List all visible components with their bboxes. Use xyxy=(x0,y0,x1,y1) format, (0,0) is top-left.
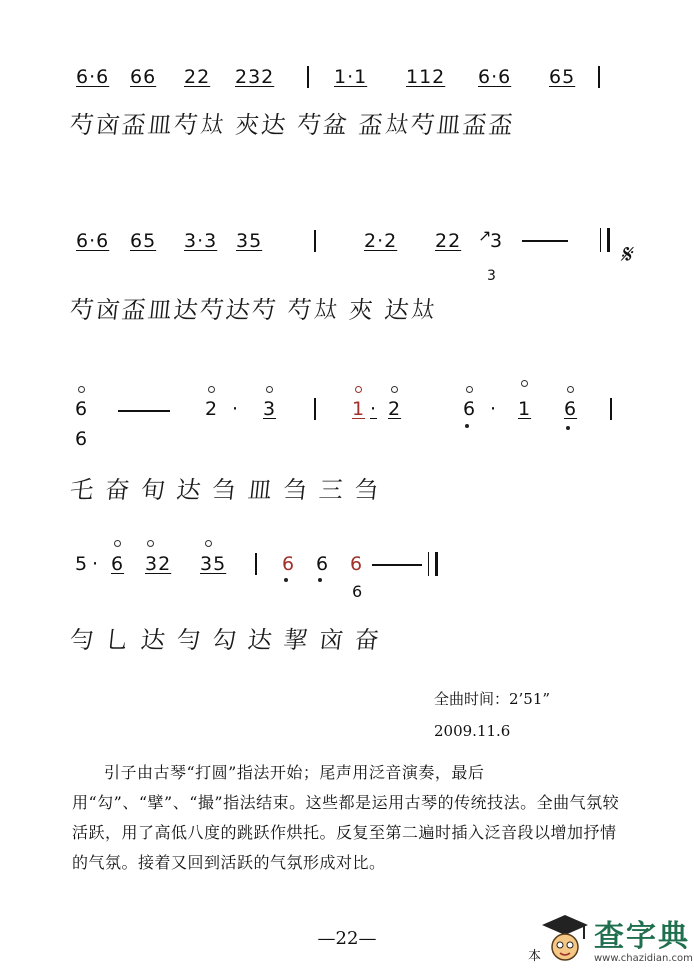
harmonic-mark xyxy=(567,386,574,393)
note: 6 xyxy=(282,553,296,575)
triplet-mark: 3 xyxy=(487,268,497,284)
barline xyxy=(307,66,309,88)
watermark-url: www.chazidian.com xyxy=(594,953,693,964)
note: 3 xyxy=(490,230,504,252)
note: 6 xyxy=(463,398,477,420)
slur-mark: ↗ xyxy=(478,226,493,245)
note-group: 6·6 xyxy=(76,230,110,252)
barline xyxy=(598,66,600,88)
harmonic-mark xyxy=(466,386,473,393)
low-octave-dot xyxy=(284,578,288,582)
note-group: 22 xyxy=(184,66,211,88)
watermark-brand: 查字典 xyxy=(594,919,690,954)
note-group: 66 xyxy=(130,66,157,88)
note-sub: 6 xyxy=(352,582,364,601)
extension-dash xyxy=(522,240,568,242)
note-group: 65 xyxy=(130,230,157,252)
note: 6 xyxy=(75,398,89,420)
barline xyxy=(610,398,612,420)
note: 6 xyxy=(111,553,125,575)
tablature-line-4: 勻 乚 达 勻 勾 达 挈 㐫 奋 xyxy=(68,626,383,654)
watermark-left-char: 本 xyxy=(528,949,542,964)
barline xyxy=(314,230,316,252)
harmonic-mark xyxy=(147,540,154,547)
note-group: 32 xyxy=(145,553,172,575)
note: 6 xyxy=(350,553,364,575)
note-dot: · xyxy=(490,398,498,420)
note-group: 1·1 xyxy=(334,66,368,88)
note-dot: · xyxy=(232,398,240,420)
note: 3 xyxy=(263,398,277,420)
note: 1 xyxy=(518,398,532,420)
harmonic-mark xyxy=(205,540,212,547)
tablature-line-1: 芍㐫盃皿芍𡘋 㚒达 芍盆 盃𡘋芍皿盃盃 xyxy=(68,111,517,139)
chazidian-watermark xyxy=(528,905,694,972)
segno-icon: 𝄋 xyxy=(620,240,632,270)
double-barline xyxy=(600,228,610,252)
note: 6 xyxy=(564,398,578,420)
harmonic-mark xyxy=(355,386,362,393)
note-group: 2·2 xyxy=(364,230,398,252)
extension-dash xyxy=(372,564,422,566)
note-group: 22 xyxy=(435,230,462,252)
note: 2 xyxy=(205,398,219,420)
tablature-line-2: 芍㐫盃皿达芍达芍 芍𡘋 㚒 达𡘋 xyxy=(68,296,439,324)
note-group: 232 xyxy=(235,66,275,88)
barline xyxy=(255,553,257,575)
note-group: 6·6 xyxy=(478,66,512,88)
harmonic-mark xyxy=(266,386,273,393)
note-group: 112 xyxy=(406,66,446,88)
commentary-paragraph: 引子由古琴“打圆”指法开始；尾声用泛音演奏，最后用“勾”、“擘”、“撮”指法结束。这些都是运用古琴的传统技法。全曲气氛较活跃，用了高低八度的跳跃作烘托。反复至第二遍时插入泛音段以增加抒情的气氛。接着又回到活跃的气氛形成对比。 xyxy=(72,763,620,872)
low-octave-dot xyxy=(318,578,322,582)
harmonic-mark xyxy=(391,386,398,393)
note: 6 xyxy=(316,553,330,575)
note-group: 35 xyxy=(236,230,263,252)
double-barline xyxy=(428,552,438,576)
low-octave-dot xyxy=(465,424,469,428)
note-group: 3·3 xyxy=(184,230,218,252)
note: 1 xyxy=(352,398,366,420)
graduate-avatar-icon xyxy=(540,911,590,963)
harmonic-mark xyxy=(521,380,528,387)
note-group: 35 xyxy=(200,553,227,575)
tablature-line-3: 乇 奋 旬 达 刍 皿 刍 三 刍 xyxy=(68,476,383,504)
harmonic-mark xyxy=(78,386,85,393)
extension-dash xyxy=(118,410,170,412)
harmonic-mark xyxy=(208,386,215,393)
page-number: —22— xyxy=(317,928,377,949)
note-group: 65 xyxy=(549,66,576,88)
note-dot: · xyxy=(370,398,378,420)
note: 2 xyxy=(388,398,402,420)
composition-date: 2009.11.6 xyxy=(434,722,511,740)
note-group: 6·6 xyxy=(76,66,110,88)
harmonic-mark xyxy=(114,540,121,547)
note: 5 xyxy=(75,553,89,575)
note-sub: 6 xyxy=(75,428,89,450)
total-duration: 全曲时间：2’51” xyxy=(434,690,551,708)
note-dot: · xyxy=(92,553,100,575)
barline xyxy=(314,398,316,420)
low-octave-dot xyxy=(566,426,570,430)
